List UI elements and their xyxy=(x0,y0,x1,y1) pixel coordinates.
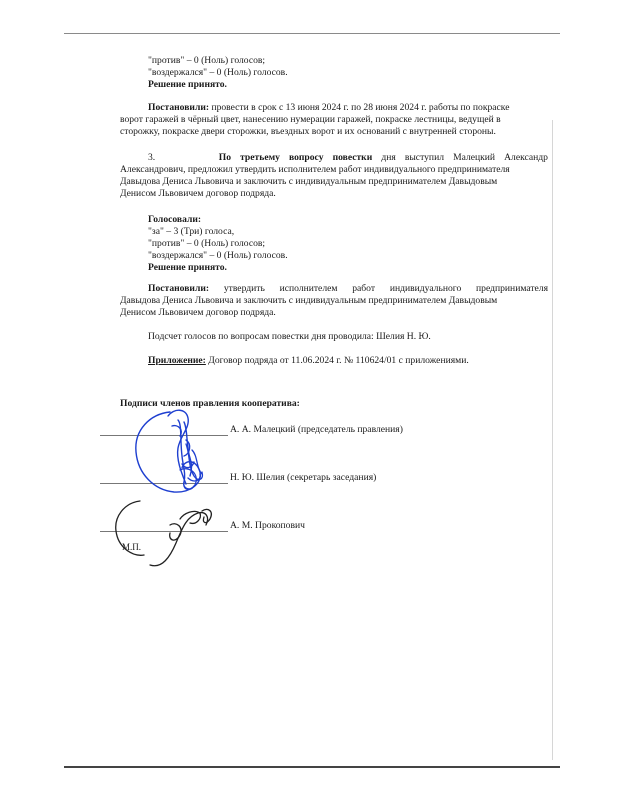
decision2-line2: ворот гаражей в чёрный цвет, нанесению нумерации гаражей, покраске лестницы, ведущей в xyxy=(120,114,501,125)
appendix-text: Договор подряда от 11.06.2024 г. № 110624/01 с приложениями. xyxy=(208,355,469,366)
scan-edge-right xyxy=(552,120,553,760)
decision2-line3: сторожку, покраске двери сторожки, въездных ворот и их оснований с внутренней стороны. xyxy=(120,126,496,137)
vote2-abstained: "воздержался" – 0 (Ноль) голосов. xyxy=(148,67,288,78)
item3-line1 xyxy=(148,152,548,164)
item3-heading: По третьему вопросу повестки xyxy=(218,152,373,163)
decision3-line2: Давыдова Дениса Львовича и заключить с индивидуальным предпринимателем Давыдовым xyxy=(120,295,498,306)
decision3-line1 xyxy=(148,283,548,295)
signer-1: А. А. Малецкий (председатель правления) xyxy=(230,424,403,435)
scan-edge-bottom xyxy=(64,766,560,768)
vote3-for: "за" – 3 (Три) голоса, xyxy=(148,226,235,237)
vote3-abstained: "воздержался" – 0 (Ноль) голосов. xyxy=(148,250,288,261)
signer-3: А. М. Прокопович xyxy=(230,520,305,531)
vote-count-note: Подсчет голосов по вопросам повестки дня проводила: Шелия Н. Ю. xyxy=(148,331,431,342)
vote2-against: "против" – 0 (Ноль) голосов; xyxy=(148,55,266,66)
decision2-line1 xyxy=(148,102,509,114)
appendix xyxy=(148,355,469,367)
item3-line4: Денисом Львовичем договор подряда. xyxy=(120,188,276,199)
signatures-heading: Подписи членов правления кооператива: xyxy=(120,398,300,409)
item3-line3: Давыдова Дениса Львовича и заключить с индивидуальным предпринимателем Давыдовым xyxy=(120,176,498,187)
decision3-label: Постановили: xyxy=(148,283,210,294)
decision3-text1: утвердить исполнителем работ индивидуального предпринимателя xyxy=(223,283,548,294)
appendix-label: Приложение: xyxy=(148,355,206,366)
vote3-label: Голосовали: xyxy=(148,214,202,225)
vote3-result: Решение принято. xyxy=(148,262,227,273)
vote2-result: Решение принято. xyxy=(148,79,227,90)
decision2-label: Постановили: xyxy=(148,102,210,113)
item3-line2: Александрович, предложил утвердить исполнителем работ индивидуального предпринимателя xyxy=(120,164,510,175)
item3-number: 3. xyxy=(148,152,156,163)
signer-2: Н. Ю. Шелия (секретарь заседания) xyxy=(230,472,377,483)
decision2-text1: провести в срок с 13 июня 2024 г. по 28 июня 2024 г. работы по покраске xyxy=(211,102,510,113)
scan-edge-top xyxy=(64,33,560,34)
seal-label: М.П. xyxy=(122,542,142,552)
handwritten-signature-2 xyxy=(150,440,240,500)
item3-line1-rest: дня выступил Малецкий Александр xyxy=(381,152,548,163)
handwritten-signature-3 xyxy=(110,495,230,575)
vote3-against: "против" – 0 (Ноль) голосов; xyxy=(148,238,266,249)
decision3-line3: Денисом Львовичем договор подряда. xyxy=(120,307,276,318)
